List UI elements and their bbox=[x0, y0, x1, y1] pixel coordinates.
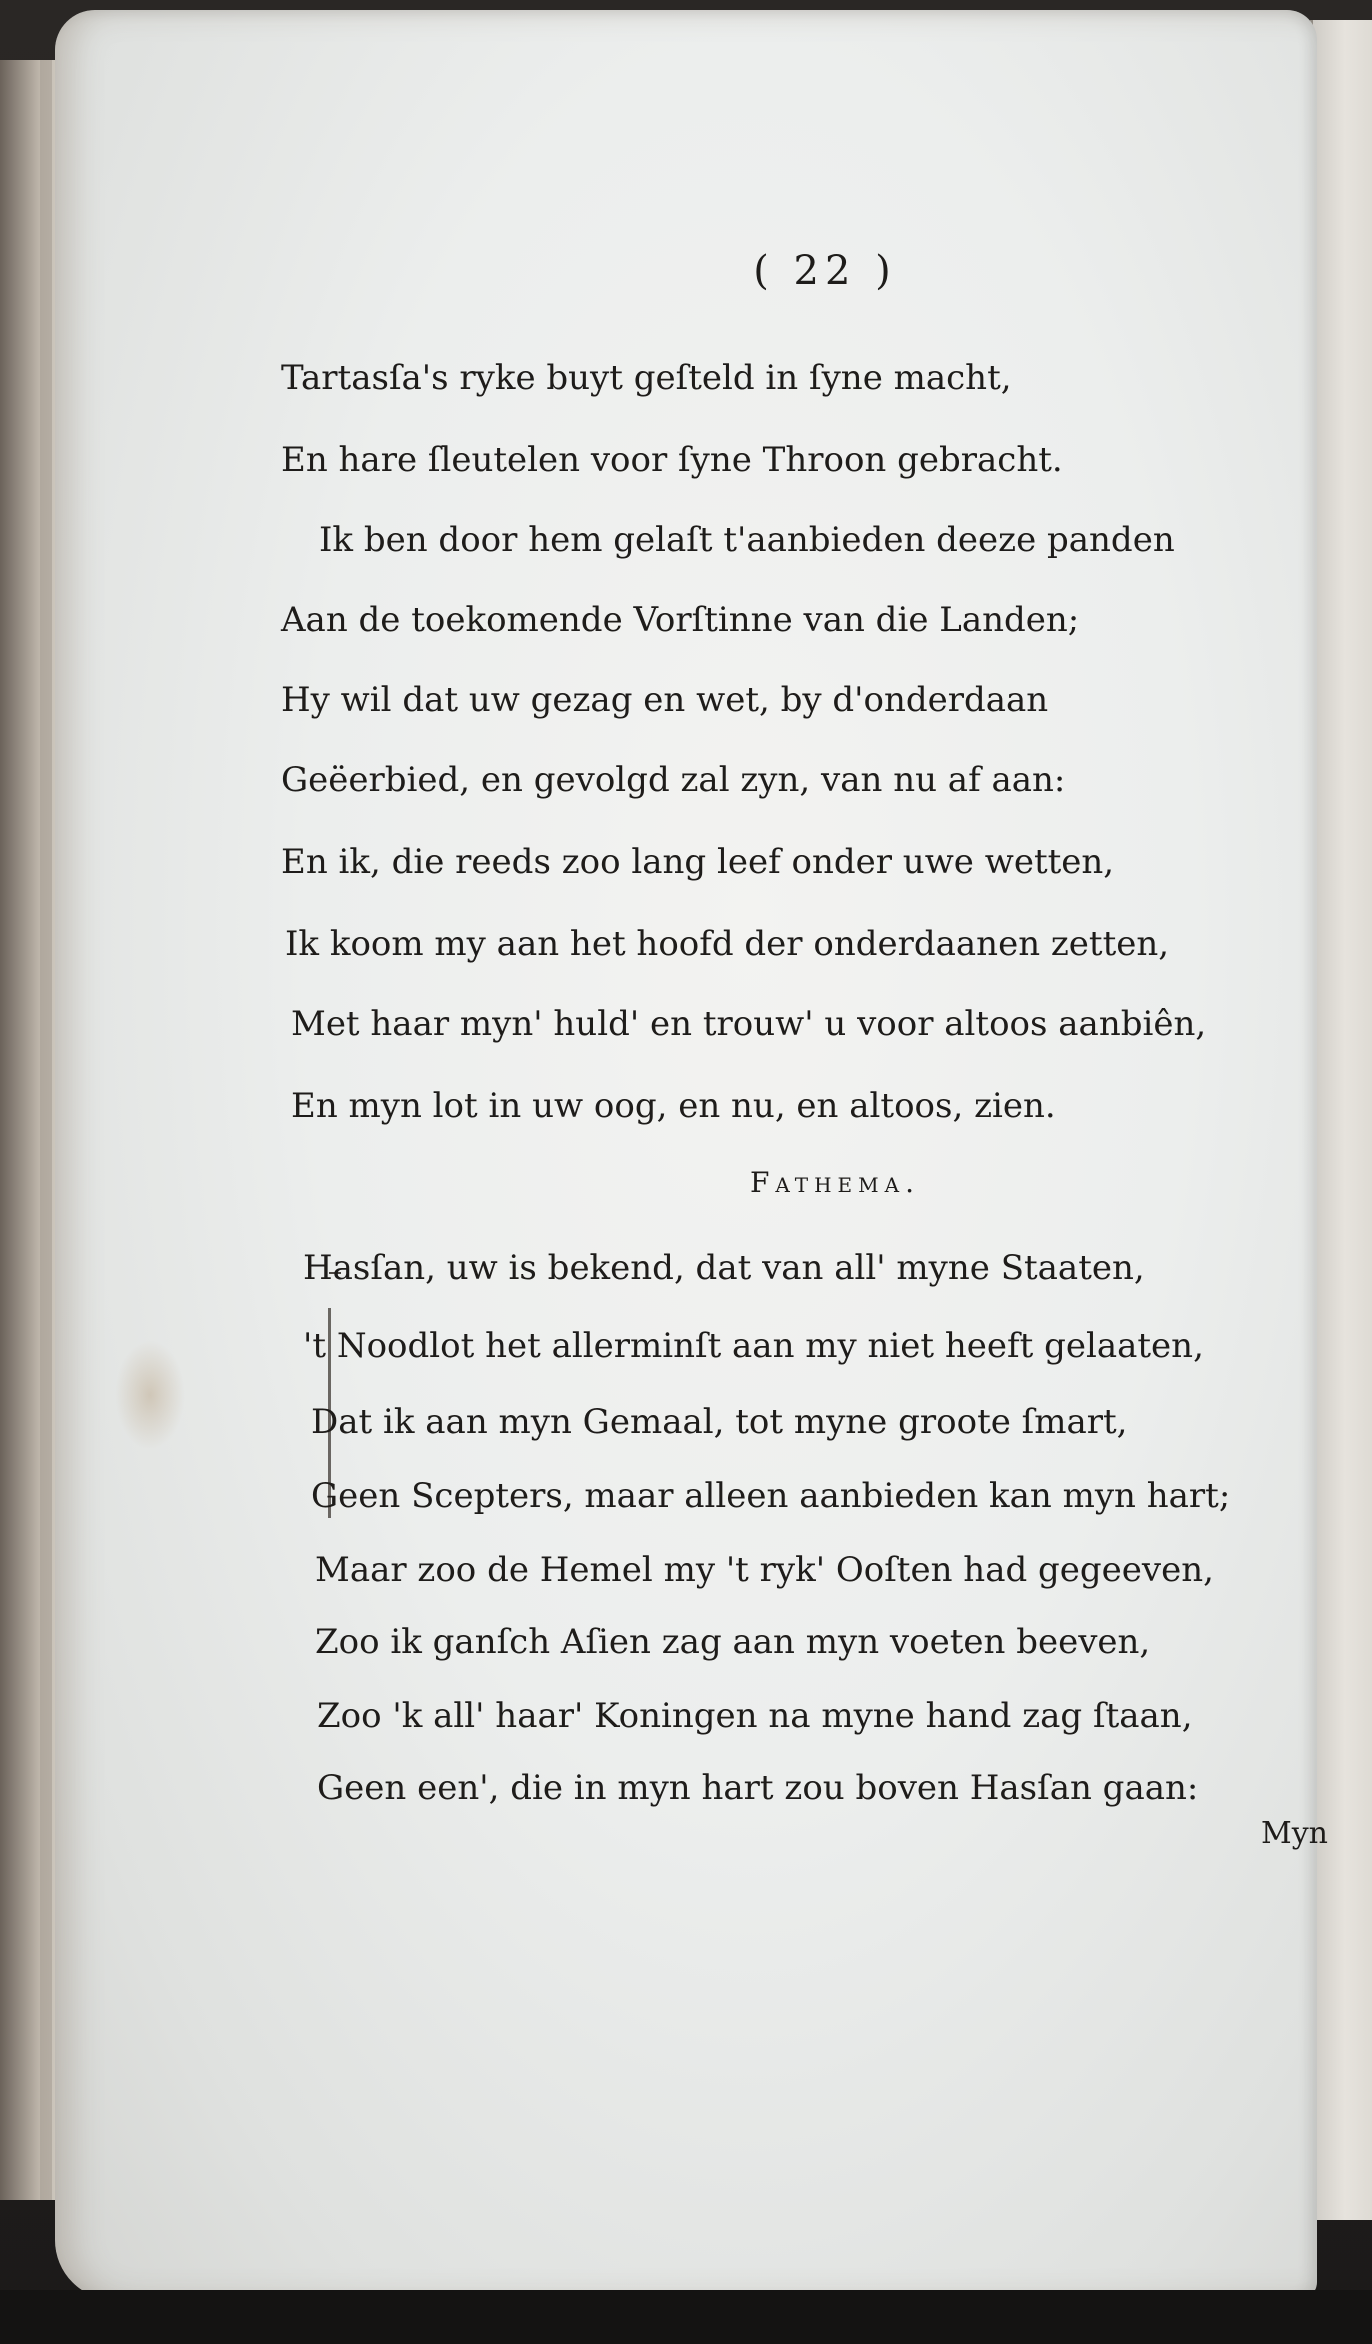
verse-line: 't Noodlot het allerminſt aan my niet heeft gelaaten, bbox=[303, 1326, 1204, 1366]
verse-line: Geëerbied, en gevolgd zal zyn, van nu af aan: bbox=[281, 760, 1066, 800]
verse-line: Geen een', die in myn hart zou boven Hasſan gaan: bbox=[317, 1768, 1199, 1808]
page-text bbox=[55, 10, 1328, 2300]
facing-page-edge bbox=[1310, 20, 1372, 2220]
verse-line: En ik, die reeds zoo lang leef onder uwe wetten, bbox=[281, 842, 1115, 882]
verse-line: Dat ik aan myn Gemaal, tot myne groote ſmart, bbox=[311, 1402, 1128, 1442]
page-number: ( 22 ) bbox=[753, 248, 897, 294]
verse-line: Ik koom my aan het hoofd der onderdaanen zetten, bbox=[285, 924, 1170, 964]
verse-line: Aan de toekomende Vorſtinne van die Landen; bbox=[281, 600, 1080, 640]
catchword: Myn bbox=[1261, 1816, 1328, 1851]
verse-line: Zoo 'k all' haar' Koningen na myne hand zag ſtaan, bbox=[317, 1696, 1193, 1736]
verse-line: En myn lot in uw oog, en nu, en altoos, zien. bbox=[291, 1086, 1056, 1126]
verse-line: Ik ben door hem gelaſt t'aanbieden deeze panden bbox=[319, 520, 1175, 560]
table-surface bbox=[0, 2290, 1372, 2344]
verse-line: Maar zoo de Hemel my 't ryk' Ooſten had gegeeven, bbox=[315, 1550, 1214, 1590]
verse-line: Geen Scepters, maar alleen aanbieden kan myn hart; bbox=[311, 1476, 1231, 1516]
book-page bbox=[55, 10, 1328, 2300]
speaker-name: Fathema. bbox=[750, 1166, 920, 1199]
verse-line: Tartasſa's ryke buyt geſteld in ſyne macht, bbox=[281, 358, 1012, 398]
verse-line: Hy wil dat uw gezag en wet, by d'onderdaan bbox=[281, 680, 1049, 720]
verse-line: Met haar myn' huld' en trouw' u voor altoos aanbiên, bbox=[291, 1004, 1207, 1044]
verse-line: Hasſan, uw is bekend, dat van all' myne Staaten, bbox=[303, 1248, 1145, 1288]
verse-line: En hare ſleutelen voor ſyne Throon gebracht. bbox=[281, 440, 1063, 480]
verse-line: Zoo ik ganſch Aſien zag aan myn voeten beeven, bbox=[315, 1622, 1151, 1662]
